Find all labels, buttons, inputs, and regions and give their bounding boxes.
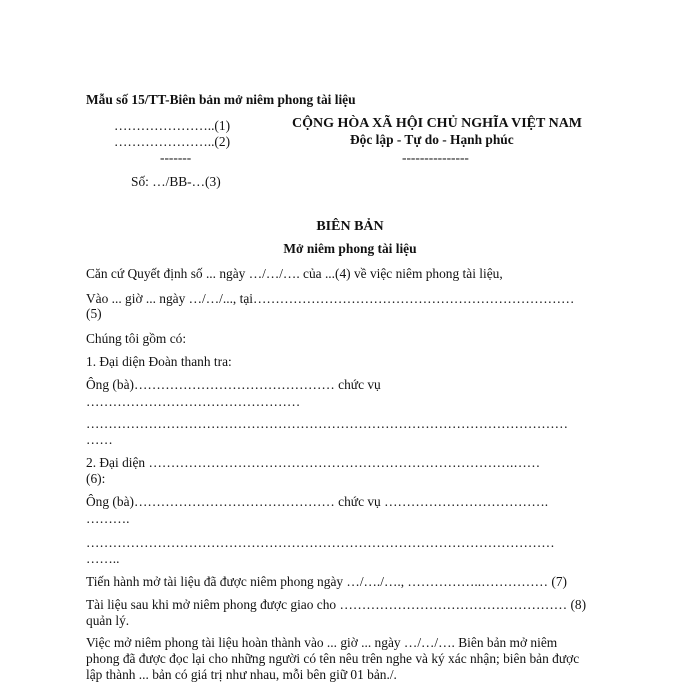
document-number: Số: …/BB-…(3) xyxy=(131,174,221,189)
right-separator: --------------- xyxy=(402,150,469,165)
body-line-conclusion-2: phong đã được đọc lại cho những người có tên nêu trên nghe và ký xác nhận; biên bản được xyxy=(86,651,580,666)
body-line-person-2-cont: ………. xyxy=(86,511,130,526)
body-line-person-1: Ông (bà)……………………………………… chức vụ xyxy=(86,377,381,392)
body-line-person-2: Ông (bà)……………………………………… chức vụ ………………………………. xyxy=(86,494,549,509)
body-line-time-place-note: (5) xyxy=(86,306,102,321)
body-line-blank-1: ……………………………………………………………………………………………… xyxy=(86,416,569,431)
left-separator: ------- xyxy=(160,150,192,165)
body-line-blank-2-cont: …….. xyxy=(86,551,120,566)
body-line-conclusion-1: Việc mở niêm phong tài liệu hoàn thành vào ... giờ ... ngày …/…/…. Biên bản mở niêm xyxy=(86,635,558,650)
body-line-time-place: Vào ... giờ ... ngày …/…/..., tại……………………………………………………………… xyxy=(86,291,575,306)
form-title: Mẫu số 15/TT-Biên bản mở niêm phong tài liệu xyxy=(86,92,356,107)
body-line-person-1-cont: ………………………………………… xyxy=(86,394,301,409)
body-line-inspection-rep: 1. Đại diện Đoàn thanh tra: xyxy=(86,354,232,369)
national-motto: Độc lập - Tự do - Hạnh phúc xyxy=(350,132,514,147)
org-line-2: …………………..(2) xyxy=(114,134,231,149)
body-line-conclusion-3: lập thành ... bản có giá trị như nhau, mỗi bên giữ 01 bản./. xyxy=(86,667,397,682)
body-line-blank-1-cont: …… xyxy=(86,432,113,447)
body-line-blank-2: …………………………………………………………………………………………… xyxy=(86,535,555,550)
body-line-handover: Tài liệu sau khi mở niêm phong được giao cho …………………………………………… (8) xyxy=(86,597,587,612)
national-title: CỘNG HÒA XÃ HỘI CHỦ NGHĨA VIỆT NAM xyxy=(292,116,583,131)
document-subtitle: Mở niêm phong tài liệu xyxy=(283,241,417,256)
body-line-representative: 2. Đại diện ……………………………………………………………………….…… xyxy=(86,455,541,470)
document-title: BIÊN BẢN xyxy=(316,219,384,234)
body-line-representative-note: (6): xyxy=(86,471,106,486)
body-line-handover-cont: quản lý. xyxy=(86,613,130,628)
body-line-attendees: Chúng tôi gồm có: xyxy=(86,331,187,346)
body-line-open-seal: Tiến hành mở tài liệu đã được niêm phong ngày …/…./…., ……………..…………… (7) xyxy=(86,574,567,589)
org-line-1: …………………..(1) xyxy=(114,118,231,133)
body-line-legal-basis: Căn cứ Quyết định số ... ngày …/…/…. của ...(4) về việc niêm phong tài liệu, xyxy=(86,266,503,281)
